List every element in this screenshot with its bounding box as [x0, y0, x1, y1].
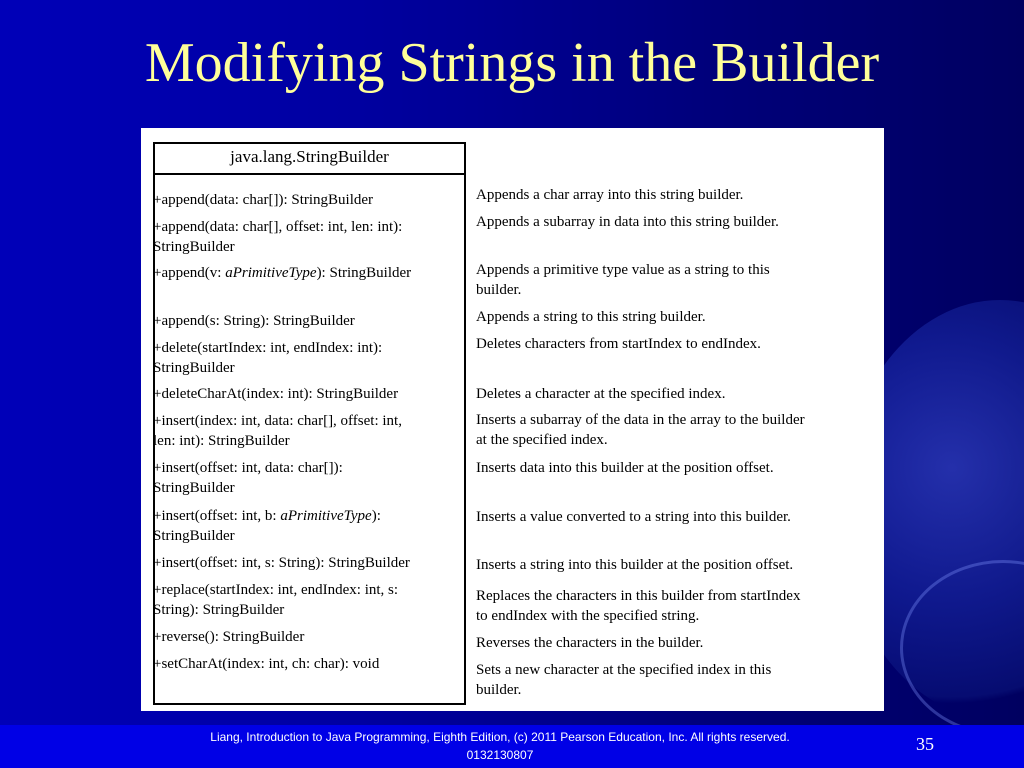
method-description: Inserts a value converted to a string into this builder.: [476, 509, 791, 525]
method-description: Replaces the characters in this builder from startIndex to endIndex with the specified string.: [476, 588, 801, 624]
method-description: Appends a primitive type value as a string to this builder.: [476, 262, 770, 298]
method-row: +replace(startIndex: int, endIndex: int, s: String): StringBuilder: [153, 582, 399, 618]
method-row: +deleteCharAt(index: int): StringBuilder: [153, 386, 399, 402]
method-row: +append(data: char[], offset: int, len: int): StringBuilder: [153, 219, 403, 255]
method-row: +reverse(): StringBuilder: [153, 629, 305, 645]
method-part: +append(v:: [153, 265, 226, 281]
method-description: Sets a new character at the specified index in this builder.: [476, 662, 772, 698]
method-type-italic: aPrimitiveType: [225, 265, 317, 281]
method-row: +delete(startIndex: int, endIndex: int): StringBuilder: [153, 340, 383, 376]
method-part: StringBuilder: [153, 528, 235, 544]
method-description: Deletes a character at the specified index.: [476, 386, 726, 402]
method-description: Appends a subarray in data into this string builder.: [476, 214, 779, 230]
footer-citation: Liang, Introduction to Java Programming, Eighth Edition, (c) 2011 Pearson Education, Inc. All rights reserved. 0132130807: [210, 730, 790, 762]
method-row: +setCharAt(index: int, ch: char): void: [153, 656, 380, 672]
method-part: ):: [371, 508, 381, 524]
method-row: +insert(offset: int, s: String): StringBuilder: [153, 555, 410, 571]
method-description: Inserts a subarray of the data in the array to the builder at the specified index.: [476, 412, 805, 448]
method-description: Appends a char array into this string builder.: [476, 187, 744, 203]
page-number: 35: [916, 734, 934, 754]
method-description: Appends a string to this string builder.: [476, 309, 706, 325]
slide-title: Modifying Strings in the Builder: [144, 32, 880, 94]
method-row: +insert(offset: int, data: char[]): StringBuilder: [153, 460, 343, 496]
method-description: Inserts a string into this builder at the position offset.: [476, 557, 794, 573]
method-description: Deletes characters from startIndex to endIndex.: [476, 336, 761, 352]
method-row: [153, 506, 473, 546]
method-row: +append(data: char[]): StringBuilder: [153, 192, 374, 208]
method-row: [153, 263, 473, 283]
method-description: Reverses the characters in the builder.: [476, 635, 704, 651]
method-type-italic: aPrimitiveType: [280, 508, 372, 524]
method-row: +insert(index: int, data: char[], offset: int, len: int): StringBuilder: [153, 413, 402, 449]
uml-class-name: java.lang.StringBuilder: [155, 144, 464, 175]
method-part: +insert(offset: int, b:: [153, 508, 281, 524]
method-description: Inserts data into this builder at the position offset.: [476, 460, 774, 476]
method-row: +append(s: String): StringBuilder: [153, 313, 355, 329]
method-part: ): StringBuilder: [316, 265, 412, 281]
uml-panel: [141, 128, 884, 711]
